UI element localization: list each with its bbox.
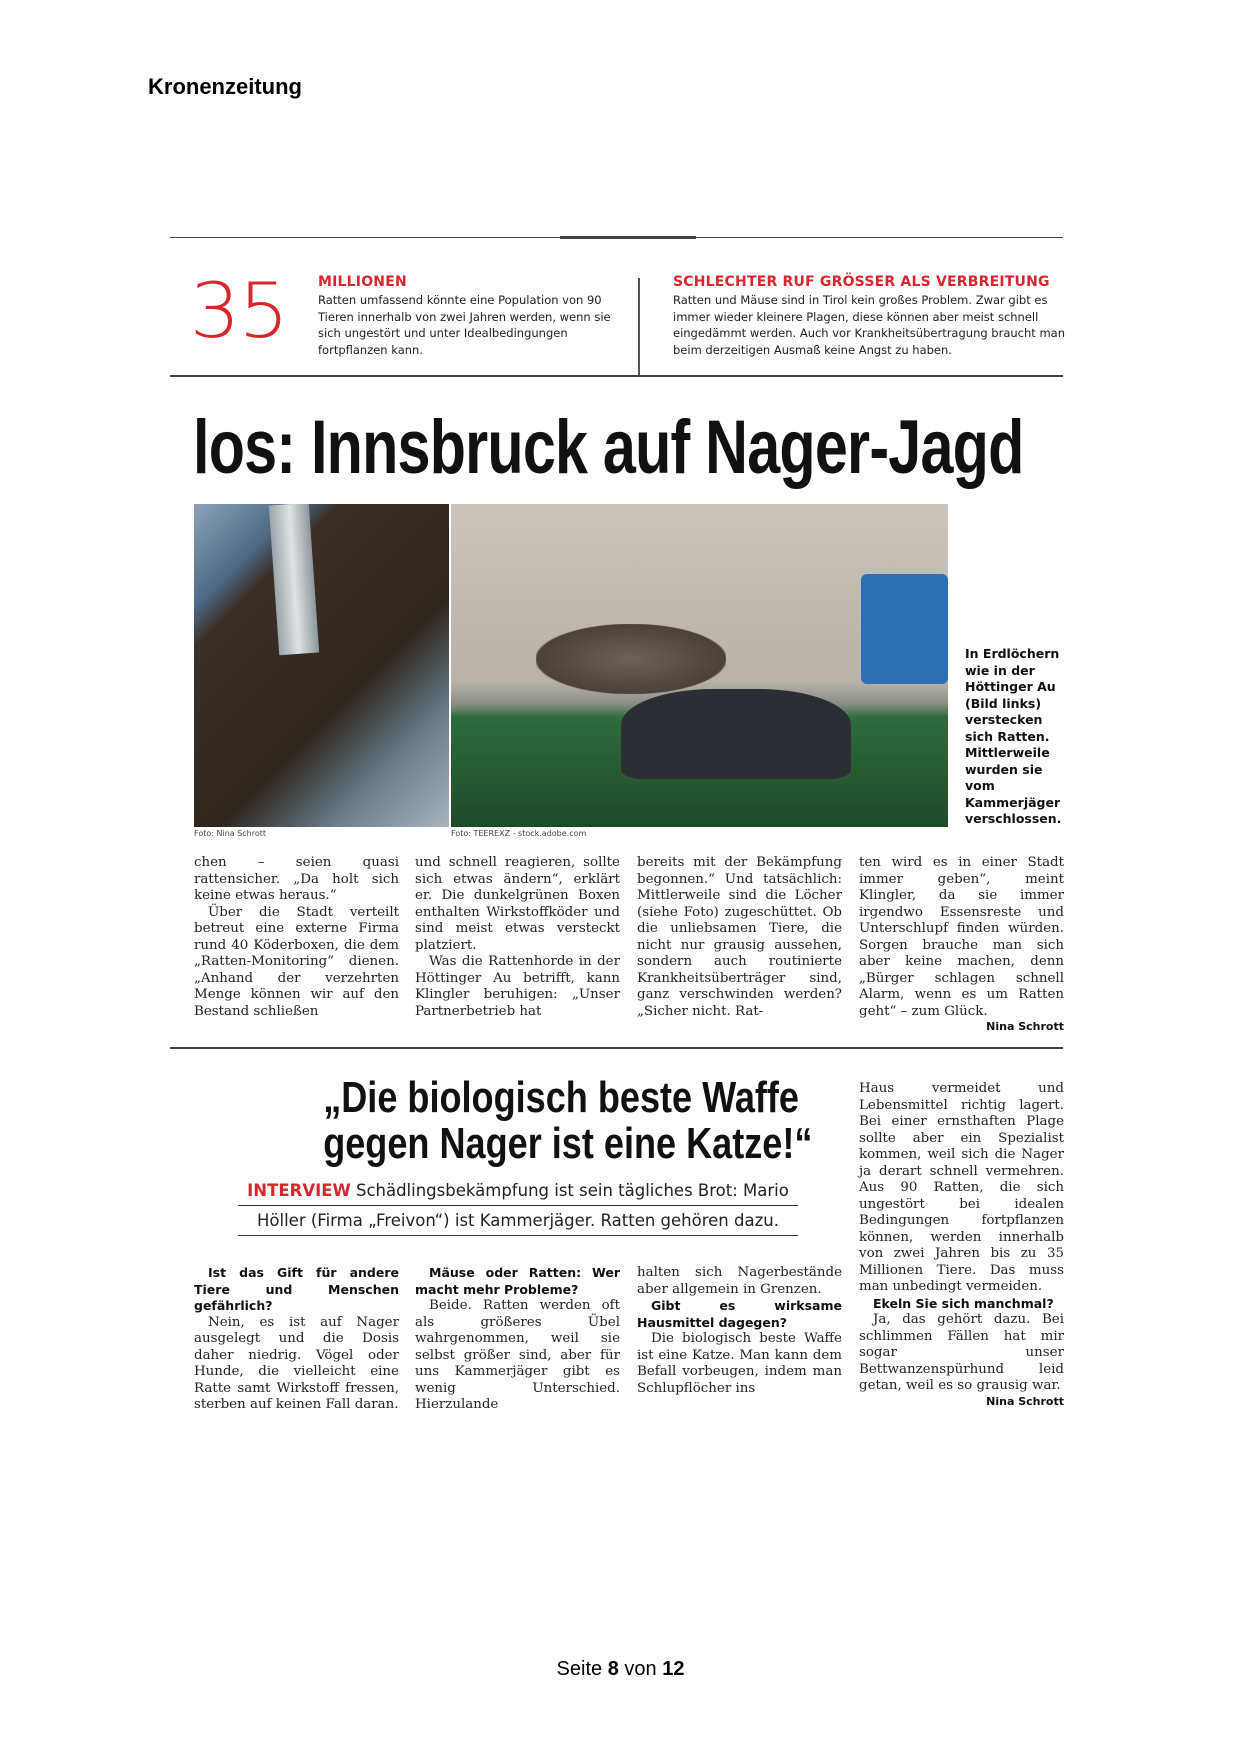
interview-answer: Nein, es ist auf Nager ausgelegt und die Dosis daher niedrig. Vögel oder Hunde, die vielleicht eine Ratte samt Wirkstoff fressen, sterben auf keinen Fall daran. bbox=[194, 1314, 399, 1412]
interview-answer: Ja, das gehört dazu. Bei schlimmen Fällen hat mir sogar unser Bettwanzenspürhund leid getan, weil es so grausig war. bbox=[859, 1312, 1064, 1393]
paragraph: und schnell reagieren, sollte sich etwas ändern“, erklärt er. Die dunkelgrünen Boxen enthalten Wirkstoffköder und sind meist etwas versteckt platziert. bbox=[415, 855, 620, 953]
article-column-2 bbox=[415, 855, 620, 1020]
paragraph: ten wird es in einer Stadt immer geben“, meint Klingler, da sie immer irgendwo Essensreste und Unterschlupf finden würden. Sorgen brauche man sich aber keine machen, denn „Bürger schlagen schnell Alarm, wenn es um Ratten geht“ – zum Glück. bbox=[859, 855, 1064, 1019]
author-byline: Nina Schrott bbox=[986, 1020, 1064, 1033]
infobox-right-heading: SCHLECHTER RUF GRÖSSER ALS VERBREITUNG bbox=[673, 274, 1050, 290]
article-column-1 bbox=[194, 855, 399, 1020]
page-number bbox=[0, 1658, 1241, 1681]
photo-earth-hole bbox=[194, 504, 449, 827]
interview-question: Gibt es wirksame Hausmittel dagegen? bbox=[637, 1298, 842, 1330]
interview-column-1 bbox=[194, 1265, 399, 1414]
interview-question: Ist das Gift für andere Tiere und Menschen gefährlich? bbox=[194, 1265, 399, 1313]
current-page: 8 bbox=[607, 1658, 619, 1680]
article-column-4 bbox=[859, 855, 1064, 1033]
infobox-divider bbox=[638, 278, 640, 376]
interview-headline bbox=[323, 1073, 813, 1168]
infobox-left-heading: MILLIONEN bbox=[318, 274, 407, 290]
paragraph: Was die Rattenhorde in der Höttinger Au betrifft, kann Klingler beruhigen: „Unser Partnerbetrieb hat bbox=[415, 954, 620, 1019]
interview-headline-line-2: gegen Nager ist eine Katze!“ bbox=[323, 1119, 813, 1168]
interview-kicker: INTERVIEW bbox=[247, 1181, 351, 1200]
interview-intro-line-1: Schädlingsbekämpfung ist sein tägliches Brot: Mario bbox=[355, 1181, 789, 1200]
infobox-left-text: Ratten umfassend könnte eine Population von 90 Tieren innerhalb von zwei Jahren werden, wenn sie sich ungestört und unter Idealbedingungen fortpflanzen kann. bbox=[318, 293, 611, 357]
page-label: Seite bbox=[556, 1658, 603, 1680]
section-divider bbox=[170, 1047, 1063, 1049]
page-of-label: von bbox=[624, 1658, 657, 1680]
interview-intro-line-2: Höller (Firma „Freivon“) ist Kammerjäger. Ratten gehören dazu. bbox=[238, 1206, 798, 1236]
interview-column-3 bbox=[637, 1265, 842, 1397]
interview-answer: halten sich Nagerbestände aber allgemein in Grenzen. bbox=[637, 1265, 842, 1297]
interview-answer: Haus vermeidet und Lebensmittel richtig lagert. Bei einer ernsthaften Plage sollte aber ein Spezialist kommen, weil sich die Nager ja derart schnell vermehren. Aus 90 Ratten, die sich ungestört bei idealen Bedingungen fortpflanzen können, werden innerhalb von zwei Jahren bis zu 35 Millionen Tiere. Das muss man unbedingt vermeiden. bbox=[859, 1081, 1064, 1294]
photo-credit-left: Foto: Nina Schrott bbox=[194, 829, 267, 838]
interview-intro bbox=[238, 1176, 798, 1236]
paragraph: Über die Stadt verteilt betreut eine externe Firma rund 40 Köderboxen, die dem „Ratten-Monitoring“ dienen. „Anhand der verzehrten Menge können wir auf den Bestand schließen bbox=[194, 904, 399, 1019]
paragraph: chen – seien quasi rattensicher. „Da holt sich keine etwas heraus.“ bbox=[194, 855, 399, 903]
infobox-bottom-rule bbox=[170, 375, 1063, 377]
total-pages: 12 bbox=[662, 1658, 685, 1680]
interview-column-2 bbox=[415, 1265, 620, 1414]
article-column-3 bbox=[637, 855, 842, 1020]
source-label: Kronenzeitung bbox=[148, 74, 302, 99]
infobox-left bbox=[318, 274, 618, 358]
article-headline: los: Innsbruck auf Nager-Jagd bbox=[193, 405, 1024, 490]
infobox-right bbox=[673, 274, 1068, 358]
interview-question: Ekeln Sie sich manchmal? bbox=[873, 1295, 1054, 1311]
photo-caption: In Erdlöchern wie in der Höttinger Au (Bild links) verstecken sich Ratten. Mittlerweile wurden sie vom Kammerjäger verschlossen. bbox=[965, 646, 1062, 826]
interview-question: Mäuse oder Ratten: Wer macht mehr Probleme? bbox=[415, 1265, 620, 1297]
interview-column-4 bbox=[859, 1081, 1064, 1408]
photo-rat-on-bin bbox=[451, 504, 948, 827]
interview-answer: Beide. Ratten werden oft als größeres Übel wahrgenommen, weil sie selbst größer sind, aber für uns Kammerjäger gibt es wenig Unterschied. Hierzulande bbox=[415, 1298, 620, 1412]
photo-credit-right: Foto: TEEREXZ - stock.adobe.com bbox=[451, 829, 587, 838]
infobox-number: 35 bbox=[189, 266, 288, 355]
author-byline: Nina Schrott bbox=[986, 1394, 1064, 1408]
paragraph: bereits mit der Bekämpfung begonnen.“ Und tatsächlich: Mittlerweile sind die Löcher (siehe Foto) zugeschüttet. Ob die unliebsamen Tiere, die nicht nur grausig aussehen, sondern auch routinierte Krankheitsüberträger sind, ganz verschwinden werden? „Sicher nicht. Rat- bbox=[637, 855, 842, 1019]
interview-headline-line-1: „Die biologisch beste Waffe bbox=[323, 1073, 799, 1122]
interview-answer: Die biologisch beste Waffe ist eine Katze. Man kann dem Befall vorbeugen, indem man Schlupflöcher ins bbox=[637, 1331, 842, 1396]
infobox-right-text: Ratten und Mäuse sind in Tirol kein großes Problem. Zwar gibt es immer wieder kleinere Plagen, diese können aber meist schnell eingedämmt werden. Auch vor Krankheitsübertragung braucht man beim derzeitigen Ausmaß keine Angst zu haben. bbox=[673, 293, 1065, 357]
top-rule-accent bbox=[560, 236, 696, 239]
